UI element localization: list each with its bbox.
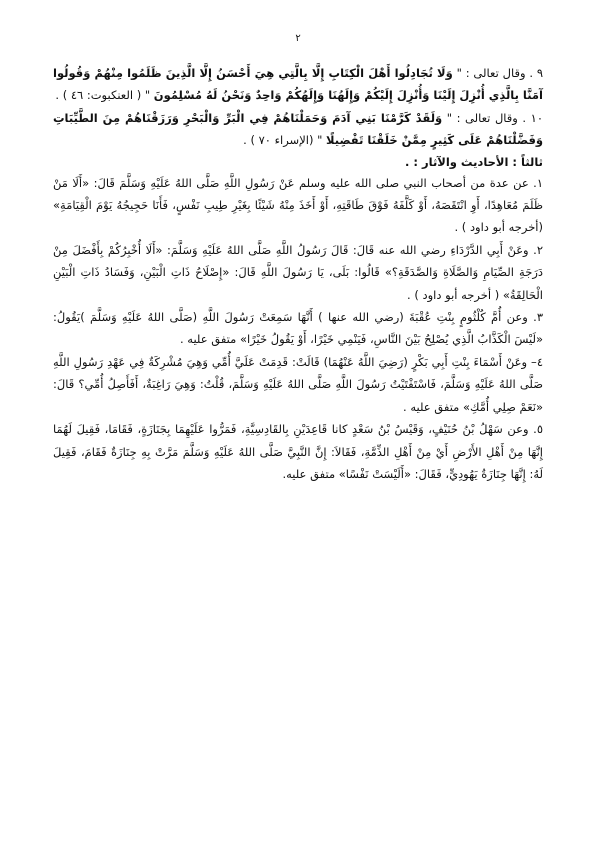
verse-intro: ٩ . وقال تعالى : " [456,66,544,80]
verse-reference: " ( العنكبوت: ٤٦ ) . [55,88,151,103]
quran-quote: وَلَقَدْ كَرَّمْنَا بَنِي آدَمَ وَحَمَلْنَاهُمْ فِي الْبَرِّ وَالْبَحْرِ وَرَزَقْنَاهُمْ مِنَ الطَّيِّبَاتِ وَفَضَّلْنَاهُمْ عَلَى كَثِيرٍ مِمَّنْ خَلَقْنَا تَفْضِيلًا [53,110,543,148]
quran-quote: وَلَا تُجَادِلُوا أَهْلَ الْكِتَابِ إِلَّا بِالَّتِي هِيَ أَحْسَنُ إِلَّا الَّذِينَ ظَلَمُوا مِنْهُمْ وَقُولُوا آمَنَّا بِالَّذِي أُنْزِلَ إِلَيْنَا وَأُنْزِلَ إِلَيْكُمْ وَإِلَهُنَا وَإِلَهُكُمْ وَاحِدٌ وَنَحْنُ لَهُ مُسْلِمُونَ [53,66,543,103]
section-heading: ثالثاً : الأحاديث والآثار : . [405,154,543,169]
page-content [53,62,543,485]
hadith-paragraph: ٣. وعن أُمَّ كُلْثُومٍ بِنْتِ عُقْبَةَ (رضي الله عنها ) أَنَّهَا سَمِعَتْ رَسُولَ اللَّهِ (صَلَّى اللهُ عَلَيْهِ وَسَلَّمَ )يَقُولُ: «لَيْسَ الْكَذَّابُ الَّذِي يُصْلِحُ بَيْنَ النَّاسِ، فَيَنْمِي خَيْرًا، أَوْ يَقُولُ خَيْرًا» متفق عليه . [53,310,543,347]
hadith-paragraph: ٤– وعَنْ أَسْمَاءَ بِنْتِ أَبِي بَكْرٍ (رَضِيَ اللَّهُ عَنْهُمَا) قَالَتْ: قَدِمَتْ عَلَيَّ أُمِّي وَهِيَ مُشْرِكَةٌ فِي عَهْدِ رَسُولِ اللَّهِ صَلَّى اللهُ عَلَيْهِ وَسَلَّمَ، فَاسْتَفْتَيْتُ رَسُولَ اللَّهِ صَلَّى اللهُ عَلَيْهِ وَسَلَّمَ، قُلْتُ: وَهِيَ رَاغِبَةٌ، أَفَأَصِلُ أُمِّي؟ قَالَ: «نَعَمْ صِلِي أُمَّكِ» متفق عليه . [53,354,543,414]
verse-intro: ١٠ . وقال تعالى : " [446,110,543,125]
hadith-paragraph: ٢. وعَنْ أَبِي الدَّرْدَاءِ رضي الله عنه قَالَ: قَالَ رَسُولُ اللَّهِ صَلَّى اللهُ عَلَيْهِ وَسَلَّمَ: «أَلَا أُخْبِرُكُمْ بِأَفْضَلَ مِنْ دَرَجَةِ الصِّيَامِ وَالصَّلَاةِ وَالصَّدَقَةِ؟» قَالُوا: بَلَى، يَا رَسُولَ اللَّهِ قَالَ: «إِصْلَاحُ ذَاتِ الْبَيْنِ، وَفَسَادُ ذَاتِ الْبَيْنِ الْحَالِقَةُ» ( أخرجه أبو داود ) . [53,242,543,302]
verse-reference: " (الإسراء ٧٠ ) . [243,133,323,148]
hadith-paragraph: ١. عن عدة من أصحاب النبي صلى الله عليه وسلم عَنْ رَسُولِ اللَّهِ صَلَّى اللهُ عَلَيْهِ وَسَلَّمَ قَالَ: «أَلَا مَنْ ظَلَمَ مُعَاهِدًا، أَوِ انْتَقَصَهُ، أَوْ كَلَّفَهُ فَوْقَ طَاقَتِهِ، أَوْ أَخَذَ مِنْهُ شَيْئًا بِغَيْرِ طِيبِ نَفْسٍ، فَأَنَا حَجِيجُهُ يَوْمَ الْقِيَامَةِ» (أخرجه أبو داود ) . [53,175,543,235]
verse-paragraph [53,62,543,107]
hadith-paragraph: ٥. وعن سَهْلُ بْنُ حُنَيْفٍ، وَقَيْسُ بْنُ سَعْدٍ كانا قَاعِدَيْنِ بِالقَادِسِيَّةِ، فَمَرُّوا عَلَيْهِمَا بِجَنَازَةٍ، فَقَامَا، فَقِيلَ لَهُمَا إِنَّهَا مِنْ أَهْلِ الأَرْضِ أَيْ مِنْ أَهْلِ الذِّمَّةِ، فَقَالاَ: إِنَّ النَّبِيَّ صَلَّى اللهُ عَلَيْهِ وَسَلَّمَ مَرَّتْ بِهِ جِنَازَةٌ فَقَامَ، فَقِيلَ لَهُ: إِنَّهَا جِنَازَةُ يَهُودِيٍّ، فَقَالَ: «أَلَيْسَتْ نَفْسًا» متفق عليه. [53,422,543,481]
verse-paragraph [53,107,543,152]
page-number: ٢ [295,33,301,44]
